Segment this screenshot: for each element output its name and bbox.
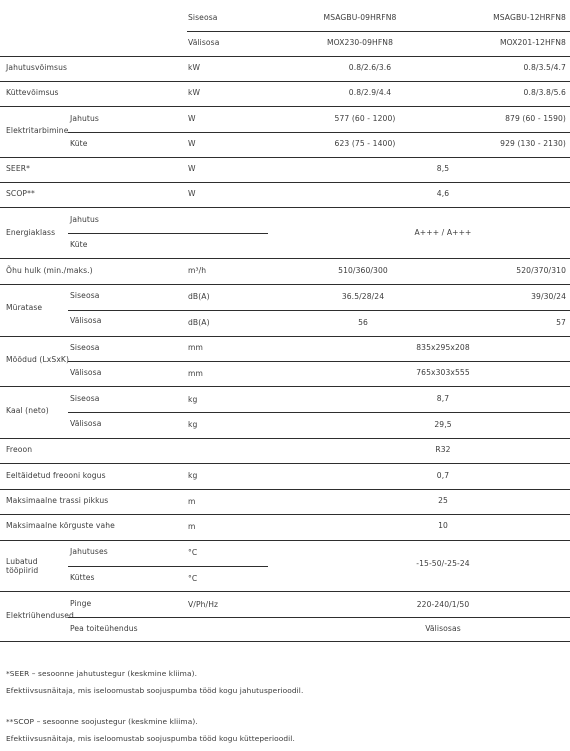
divider xyxy=(0,284,570,285)
divider xyxy=(0,258,570,259)
max-height-label: Maksimaalne kõrguste vahe xyxy=(6,521,115,530)
refrigerant-value: R32 xyxy=(435,445,451,454)
dimensions-indoor-label: Siseosa xyxy=(70,343,100,352)
heating-capacity-value-2: 0.8/3.8/5.6 xyxy=(523,88,566,97)
heating-capacity-value-1: 0.8/2.9/4.4 xyxy=(348,88,392,97)
divider xyxy=(68,361,570,362)
divider xyxy=(68,566,268,567)
divider xyxy=(0,540,570,541)
noise-outdoor-label: Välisosa xyxy=(70,316,102,325)
dimensions-outdoor-label: Välisosa xyxy=(70,368,102,377)
power-heating-value-1: 623 (75 - 1400) xyxy=(334,139,396,148)
divider xyxy=(0,81,570,82)
precharged-value: 0,7 xyxy=(436,471,450,480)
divider xyxy=(68,233,268,234)
main-connection-value: Välisosas xyxy=(425,624,461,633)
weight-outdoor-value: 29,5 xyxy=(434,420,452,429)
max-pipe-label: Maksimaalne trassi pikkus xyxy=(6,496,109,505)
power-heating-label: Küte xyxy=(70,139,88,148)
operating-range-value: -15-50/-25-24 xyxy=(416,559,470,568)
power-heating-unit: W xyxy=(188,139,196,148)
main-connection-label: Pea toiteühendus xyxy=(70,624,138,633)
cooling-capacity-label: Jahutusvõimsus xyxy=(6,63,68,72)
operating-heating-unit: °C xyxy=(188,574,198,583)
footnote-seer-desc: Efektiivsusnäitaja, mis iseloomustab soojuspumba tööd kogu jahutusperioodil. xyxy=(6,686,304,695)
divider xyxy=(0,489,570,490)
noise-indoor-value-2: 39/30/24 xyxy=(531,292,566,301)
energy-class-value: A+++ / A+++ xyxy=(414,228,472,237)
precharged-unit: kg xyxy=(188,471,198,480)
energy-class-cooling-label: Jahutus xyxy=(70,215,99,224)
footnote-scop-desc: Efektiivsusnäitaja, mis iseloomustab soojuspumba tööd kogu kütteperioodil. xyxy=(6,734,295,743)
dimensions-outdoor-unit: mm xyxy=(188,369,203,378)
divider xyxy=(187,31,570,32)
divider xyxy=(0,182,570,183)
max-height-unit: m xyxy=(188,522,196,531)
power-cooling-value-1: 577 (60 - 1200) xyxy=(334,114,396,123)
dimensions-indoor-unit: mm xyxy=(188,343,203,352)
header-model-indoor-2: MSAGBU-12HRFN8 xyxy=(493,13,566,22)
header-model-outdoor-2: MOX201-12HFN8 xyxy=(499,38,566,47)
footnote-scop-title: **SCOP – sesoonne soojustegur (keskmine kliima). xyxy=(6,717,198,726)
divider xyxy=(0,514,570,515)
energy-class-heating-label: Küte xyxy=(70,240,88,249)
noise-indoor-value-1: 36.5/28/24 xyxy=(341,292,385,301)
seer-unit: W xyxy=(188,164,196,173)
voltage-label: Pinge xyxy=(70,599,92,608)
airflow-unit: m³/h xyxy=(188,266,207,275)
airflow-value-1: 510/360/300 xyxy=(338,266,388,275)
cooling-capacity-value-2: 0.8/3.5/4.7 xyxy=(523,63,566,72)
weight-indoor-value: 8,7 xyxy=(436,394,450,403)
seer-label: SEER* xyxy=(6,164,30,173)
divider xyxy=(0,386,570,387)
header-outdoor-label: Välisosa xyxy=(188,38,220,47)
scop-value: 4,6 xyxy=(436,189,450,198)
max-pipe-unit: m xyxy=(188,497,196,506)
airflow-value-2: 520/370/310 xyxy=(516,266,566,275)
divider xyxy=(0,106,570,107)
operating-cooling-label: Jahutuses xyxy=(70,547,108,556)
divider xyxy=(0,591,570,592)
airflow-label: Õhu hulk (min./maks.) xyxy=(6,266,93,275)
power-cooling-label: Jahutus xyxy=(70,114,99,123)
weight-label: Kaal (neto) xyxy=(6,406,49,415)
heating-capacity-label: Küttevõimsus xyxy=(6,88,59,97)
noise-outdoor-unit: dB(A) xyxy=(188,318,210,327)
weight-outdoor-label: Välisosa xyxy=(70,419,102,428)
dimensions-indoor-value: 835x295x208 xyxy=(416,343,470,352)
divider xyxy=(68,132,570,133)
divider xyxy=(0,336,570,337)
divider xyxy=(68,310,570,311)
max-height-value: 10 xyxy=(438,521,448,530)
divider xyxy=(0,157,570,158)
voltage-unit: V/Ph/Hz xyxy=(188,600,219,609)
divider xyxy=(0,438,570,439)
cooling-capacity-unit: kW xyxy=(188,63,201,72)
divider xyxy=(0,56,570,57)
noise-indoor-label: Siseosa xyxy=(70,291,100,300)
weight-outdoor-unit: kg xyxy=(188,420,198,429)
divider xyxy=(0,463,570,464)
operating-cooling-unit: °C xyxy=(188,548,198,557)
energy-class-label: Energiaklass xyxy=(6,228,56,237)
heating-capacity-unit: kW xyxy=(188,88,201,97)
cooling-capacity-value-1: 0.8/2.6/3.6 xyxy=(348,63,392,72)
weight-indoor-label: Siseosa xyxy=(70,394,100,403)
max-pipe-value: 25 xyxy=(438,496,448,505)
noise-outdoor-value-1: 56 xyxy=(358,318,368,327)
operating-heating-label: Küttes xyxy=(70,573,95,582)
noise-outdoor-value-2: 57 xyxy=(556,318,566,327)
power-cooling-unit: W xyxy=(188,114,196,123)
refrigerant-label: Freoon xyxy=(6,445,33,454)
dimensions-outdoor-value: 765x303x555 xyxy=(416,368,470,377)
operating-range-label-2: tööpiirid xyxy=(6,566,39,575)
power-consumption-label: Elektritarbimine xyxy=(6,126,69,135)
weight-indoor-unit: kg xyxy=(188,395,198,404)
dimensions-label: Mõõdud (LxSxK) xyxy=(6,355,70,364)
seer-value: 8,5 xyxy=(436,164,450,173)
electrical-label: Elektriühendused xyxy=(6,611,74,620)
header-model-outdoor-1: MOX230-09HFN8 xyxy=(326,38,394,47)
power-cooling-value-2: 879 (60 - 1590) xyxy=(505,114,566,123)
footnote-seer-title: *SEER – sesoonne jahutustegur (keskmine kliima). xyxy=(6,669,198,678)
divider xyxy=(0,207,570,208)
divider xyxy=(68,617,570,618)
noise-indoor-unit: dB(A) xyxy=(188,292,210,301)
scop-label: SCOP** xyxy=(6,189,35,198)
divider xyxy=(68,412,570,413)
header-indoor-label: Siseosa xyxy=(188,13,218,22)
power-heating-value-2: 929 (130 - 2130) xyxy=(500,139,566,148)
operating-range-label-1: Lubatud xyxy=(6,557,38,566)
scop-unit: W xyxy=(188,189,196,198)
divider xyxy=(0,641,570,642)
header-model-indoor-1: MSAGBU-09HRFN8 xyxy=(323,13,397,22)
precharged-label: Eeltäidetud freooni kogus xyxy=(6,471,106,480)
voltage-value: 220-240/1/50 xyxy=(416,600,470,609)
noise-label: Müratase xyxy=(6,303,43,312)
